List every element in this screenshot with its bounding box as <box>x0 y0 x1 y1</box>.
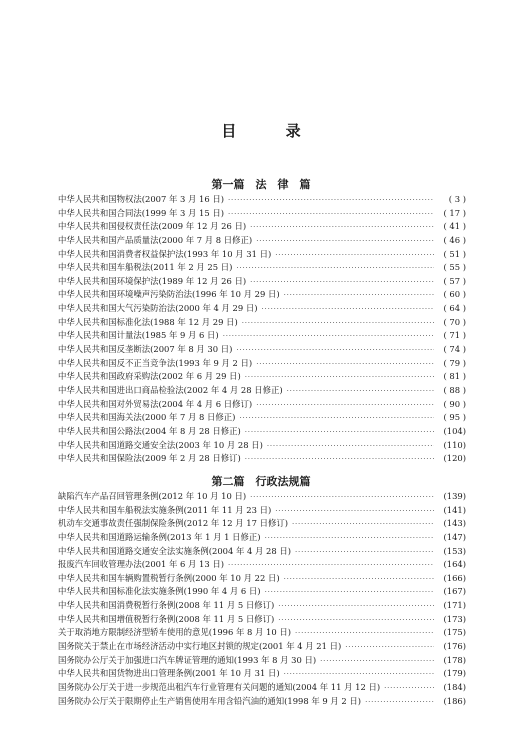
dot-leader <box>265 586 434 600</box>
toc-entry-title: 中华人民共和国消费者权益保护法(1993 年 10 月 31 日) <box>58 248 272 259</box>
dot-leader <box>345 641 434 655</box>
toc-entry[interactable] <box>58 504 466 518</box>
toc-entry[interactable] <box>58 640 466 654</box>
dot-leader <box>228 194 434 208</box>
dot-leader <box>295 546 434 560</box>
toc-entry-page: ( 64 ) <box>443 303 466 314</box>
dot-leader <box>267 440 434 454</box>
toc-entry-page: (167) <box>443 586 466 597</box>
toc-entry-page: (176) <box>443 641 466 652</box>
dot-leader <box>242 317 434 331</box>
toc-entry-page: (186) <box>443 695 466 706</box>
toc-entry-title: 中华人民共和国增值税暂行条例(2008 年 11 月 5 日修订) <box>58 613 275 624</box>
dot-leader <box>284 668 434 682</box>
toc-entry[interactable] <box>58 207 466 221</box>
toc-entry[interactable] <box>58 585 466 599</box>
toc-entry-page: ( 57 ) <box>443 275 466 286</box>
dot-leader <box>275 249 434 263</box>
dot-leader <box>245 426 434 440</box>
dot-leader <box>228 559 434 573</box>
toc-entry[interactable] <box>58 558 466 572</box>
toc-entry-title: 中华人民共和国货物进出口管理条例(2001 年 10 月 31 日) <box>58 668 280 679</box>
toc-entry-title: 中华人民共和国道路运输条例(2013 年 1 月 1 日修正) <box>58 531 261 542</box>
toc-entry-page: ( 46 ) <box>443 234 466 245</box>
toc-entry[interactable] <box>58 439 466 453</box>
toc-entry-page: ( 90 ) <box>443 398 466 409</box>
toc-entry[interactable] <box>58 654 466 668</box>
toc-entry-title: 中华人民共和国物权法(2007 年 3 月 16 日) <box>58 194 225 204</box>
toc-entry[interactable] <box>58 398 466 412</box>
toc-entry[interactable] <box>58 234 466 248</box>
toc-entry[interactable] <box>58 275 466 289</box>
toc-entry-page: (143) <box>443 518 466 529</box>
toc-entry-title: 中华人民共和国环境噪声污染防治法(1996 年 10 月 29 日) <box>58 289 280 300</box>
toc-entry[interactable] <box>58 613 466 627</box>
toc-entry[interactable] <box>58 411 466 425</box>
toc-entry[interactable] <box>58 626 466 640</box>
section-entry-list-regulations <box>58 490 466 708</box>
dot-leader <box>245 371 434 385</box>
toc-entry-title: 中华人民共和国计量法(1985 年 9 月 6 日) <box>58 330 219 341</box>
toc-entry-page: (175) <box>443 627 466 638</box>
dot-leader <box>292 518 434 532</box>
toc-entry-title: 中华人民共和国道路交通安全法(2003 年 10 月 28 日) <box>58 439 263 450</box>
dot-leader <box>256 235 434 249</box>
toc-entry-page: ( 60 ) <box>443 289 466 300</box>
toc-entry-title: 中华人民共和国消费税暂行条例(2008 年 11 月 5 日修订) <box>58 600 275 611</box>
toc-entry[interactable] <box>58 220 466 234</box>
toc-entry[interactable] <box>58 425 466 439</box>
toc-entry[interactable] <box>58 531 466 545</box>
dot-leader <box>278 600 434 614</box>
dot-leader <box>236 344 434 358</box>
toc-entry-title: 机动车交通事故责任强制保险条例(2012 年 12 月 17 日修订) <box>58 518 288 529</box>
toc-entry-title: 中华人民共和国标准化法实施条例(1990 年 4 月 6 日) <box>58 586 261 597</box>
toc-entry-title: 中华人民共和国海关法(2000 年 7 月 8 日修正) <box>58 412 236 423</box>
toc-entry-page: ( 74 ) <box>443 344 466 355</box>
toc-entry-page: ( 41 ) <box>443 221 466 232</box>
toc-entry-title: 中华人民共和国反垄断法(2007 年 8 月 30 日) <box>58 344 233 355</box>
dot-leader <box>256 399 434 413</box>
toc-entry-title: 国务院办公厅关于限期停止生产销售使用车用含铅汽油的通知(1998 年 9 月 2 日) <box>58 695 362 706</box>
toc-entry-page: ( 79 ) <box>443 357 466 368</box>
toc-entry-page: ( 3 ) <box>448 194 466 204</box>
dot-leader <box>245 453 434 467</box>
toc-entry-page: ( 51 ) <box>443 248 466 259</box>
toc-entry[interactable] <box>58 316 466 330</box>
dot-leader <box>236 262 434 276</box>
toc-entry-page: ( 17 ) <box>443 207 466 218</box>
toc-entry[interactable] <box>58 667 466 681</box>
toc-entry-page: (178) <box>443 654 466 665</box>
toc-entry[interactable] <box>58 452 466 466</box>
toc-entry-title: 国务院办公厅关于加强进口汽车牌证管理的通知(1993 年 8 月 30 日) <box>58 654 317 665</box>
toc-entry[interactable] <box>58 599 466 613</box>
toc-entry-title: 关于取消地方限制经济型轿车使用的意见(1996 年 8 月 10 日) <box>58 627 292 638</box>
toc-entry[interactable] <box>58 288 466 302</box>
toc-entry-title: 中华人民共和国进出口商品检验法(2002 年 4 月 28 日修正) <box>58 384 283 395</box>
toc-entry[interactable] <box>58 329 466 343</box>
dot-leader <box>250 276 434 290</box>
dot-leader <box>239 412 434 426</box>
toc-entry-page: ( 70 ) <box>443 316 466 327</box>
toc-entry-title: 中华人民共和国标准化法(1988 年 12 月 29 日) <box>58 316 238 327</box>
toc-entry-title: 中华人民共和国大气污染防治法(2000 年 4 月 29 日) <box>58 303 258 314</box>
toc-entry-page: ( 71 ) <box>443 330 466 341</box>
dot-leader <box>287 385 434 399</box>
toc-entry[interactable] <box>58 370 466 384</box>
toc-entry[interactable] <box>58 490 466 504</box>
dot-leader <box>284 573 434 587</box>
section-heading-law: 第一篇 法 律 篇 <box>211 178 311 191</box>
toc-entry-title: 中华人民共和国公路法(2004 年 8 月 28 日修正) <box>58 425 241 436</box>
toc-entry-title: 国务院关于禁止在市场经济活动中实行地区封锁的规定(2001 年 4 月 21 日) <box>58 641 342 652</box>
toc-entry-page: ( 55 ) <box>443 262 466 273</box>
dot-leader <box>262 303 434 317</box>
toc-entry-title: 中华人民共和国对外贸易法(2004 年 4 月 6 日修订) <box>58 398 253 409</box>
toc-entry-title: 中华人民共和国环境保护法(1989 年 12 月 26 日) <box>58 275 247 286</box>
dot-leader <box>250 221 434 235</box>
dot-leader <box>284 289 434 303</box>
toc-entry[interactable] <box>58 572 466 586</box>
toc-entry-page: (171) <box>443 600 466 611</box>
dot-leader <box>320 655 434 669</box>
toc-entry[interactable] <box>58 517 466 531</box>
toc-entry-page: (110) <box>443 439 466 450</box>
toc-entry[interactable] <box>58 681 466 695</box>
toc-entry[interactable] <box>58 384 466 398</box>
toc-entry-title: 中华人民共和国政府采购法(2002 年 6 月 29 日) <box>58 371 241 382</box>
toc-entry[interactable] <box>58 261 466 275</box>
toc-entry-page: (184) <box>443 681 466 692</box>
toc-entry-page: (166) <box>443 572 466 583</box>
toc-entry-title: 中华人民共和国反不正当竞争法(1993 年 9 月 2 日) <box>58 357 253 368</box>
dot-leader <box>256 358 434 372</box>
toc-entry[interactable] <box>58 545 466 559</box>
toc-entry[interactable] <box>58 193 466 207</box>
toc-entry-page: ( 81 ) <box>443 371 466 382</box>
toc-entry-title: 中华人民共和国合同法(1999 年 3 月 15 日) <box>58 207 225 218</box>
dot-leader <box>223 330 434 344</box>
dot-leader <box>384 682 434 696</box>
toc-entry-title: 缺陷汽车产品召回管理条例(2012 年 10 月 10 日) <box>58 491 247 501</box>
toc-entry-title: 中华人民共和国车辆购置税暂行条例(2000 年 10 月 22 日) <box>58 572 280 583</box>
toc-entry-page: ( 95 ) <box>443 412 466 423</box>
toc-entry-page: (139) <box>443 491 466 501</box>
toc-entry-title: 报废汽车回收管理办法(2001 年 6 月 13 日) <box>58 559 225 570</box>
toc-entry-title: 中华人民共和国侵权责任法(2009 年 12 月 26 日) <box>58 221 247 232</box>
toc-entry-page: (120) <box>443 453 466 464</box>
toc-entry-page: (179) <box>443 668 466 679</box>
toc-entry-page: (173) <box>443 613 466 624</box>
dot-leader <box>228 208 434 222</box>
toc-entry[interactable] <box>58 248 466 262</box>
toc-entry[interactable] <box>58 343 466 357</box>
dot-leader <box>278 614 434 628</box>
toc-entry-title: 中华人民共和国产品质量法(2000 年 7 月 8 日修正) <box>58 234 253 245</box>
toc-entry-title: 中华人民共和国车船税法(2011 年 2 月 25 日) <box>58 262 233 273</box>
toc-entry-title: 中华人民共和国道路交通安全法实施条例(2004 年 4 月 28 日) <box>58 545 292 556</box>
dot-leader <box>295 627 434 641</box>
toc-entry-page: (153) <box>443 545 466 556</box>
toc-title: 目 录 <box>221 122 323 140</box>
dot-leader <box>365 696 434 710</box>
toc-entry-page: (104) <box>443 425 466 436</box>
toc-entry[interactable] <box>58 695 466 709</box>
toc-entry-title: 中华人民共和国车船税法实施条例(2011 年 11 月 23 日) <box>58 504 272 515</box>
section-heading-regulations: 第二篇 行政法规篇 <box>211 475 311 488</box>
dot-leader <box>275 505 434 519</box>
toc-entry[interactable] <box>58 357 466 371</box>
toc-entry-title: 中华人民共和国保险法(2009 年 2 月 28 日修订) <box>58 453 241 464</box>
dot-leader <box>265 532 434 546</box>
toc-entry[interactable] <box>58 302 466 316</box>
section-entry-list-law <box>58 193 466 466</box>
toc-entry-page: (147) <box>443 531 466 542</box>
toc-entry-title: 国务院办公厅关于进一步规范出租汽车行业管理有关问题的通知(2004 年 11 月 12 日) <box>58 681 381 692</box>
toc-entry-page: (164) <box>443 559 466 570</box>
toc-entry-page: (141) <box>443 504 466 515</box>
dot-leader <box>250 491 434 505</box>
toc-entry-page: ( 88 ) <box>443 384 466 395</box>
